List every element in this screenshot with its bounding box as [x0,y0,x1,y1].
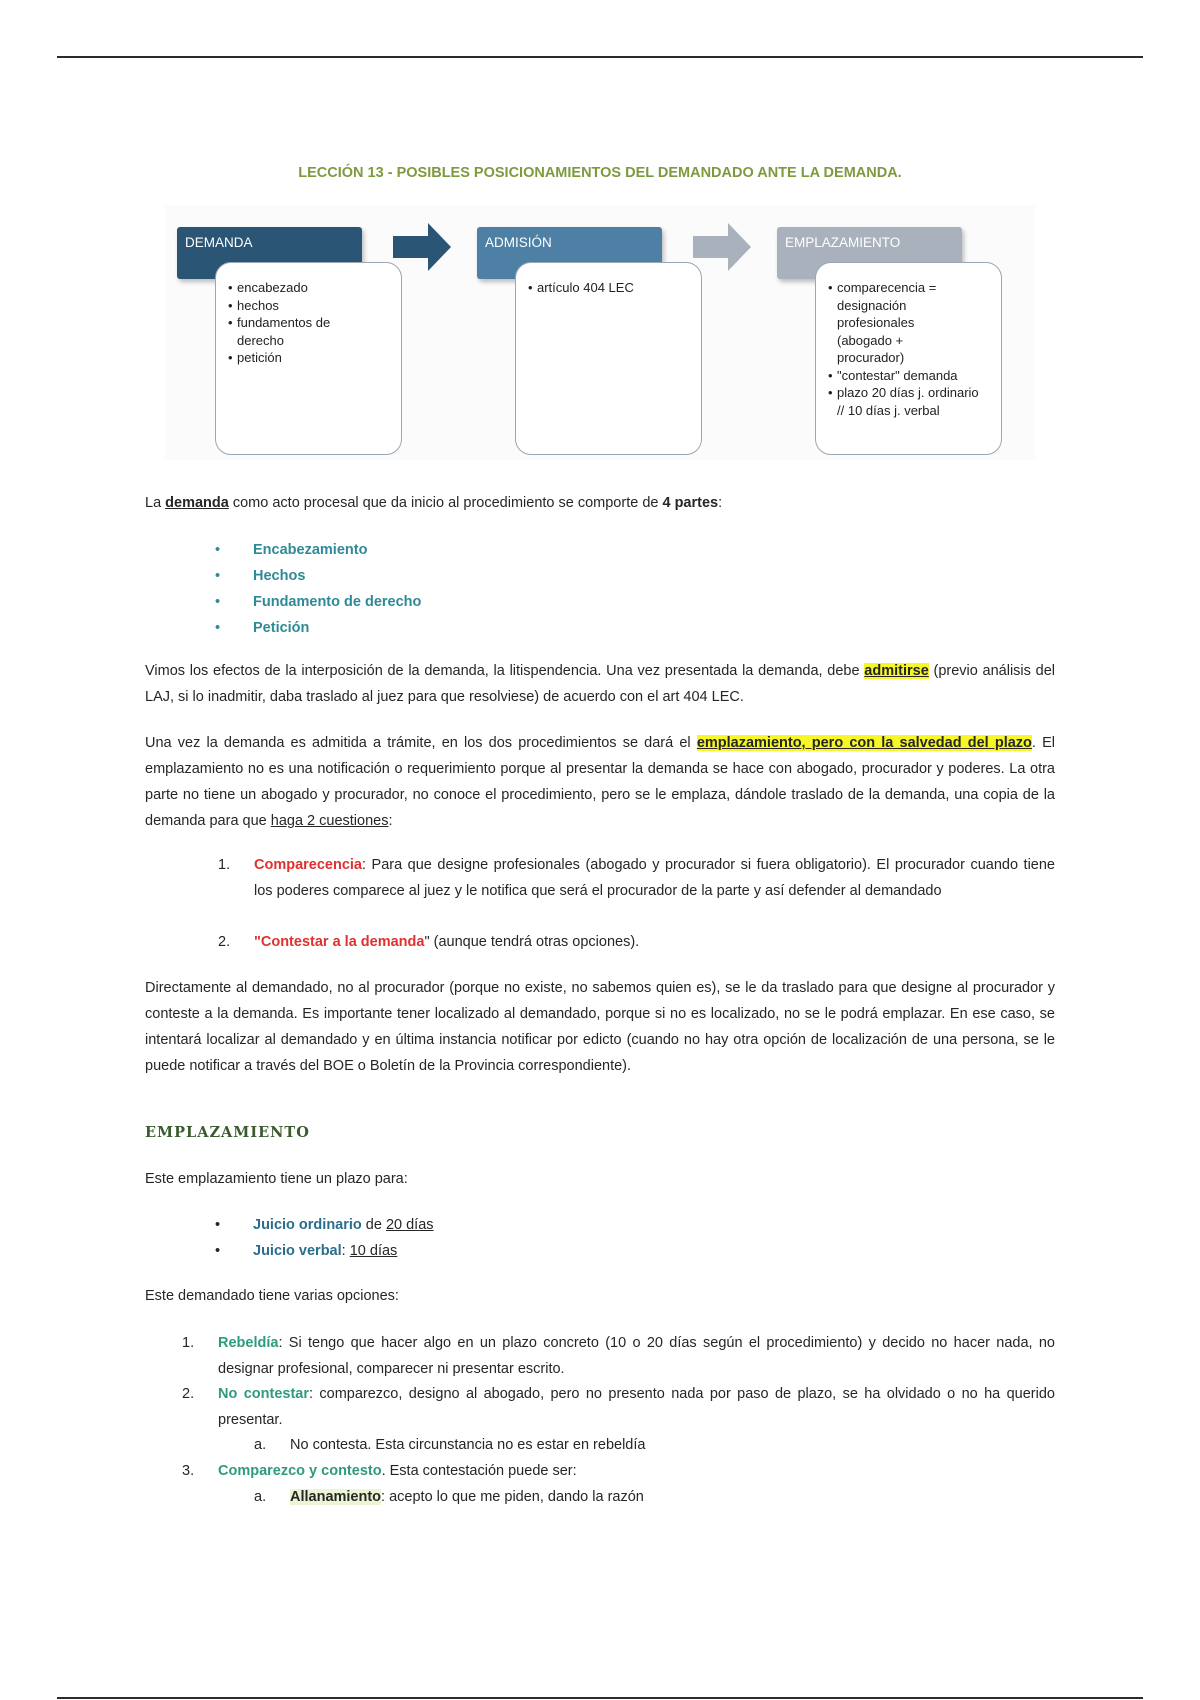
bottom-rule [57,1697,1143,1699]
plazo-intro: Este emplazamiento tiene un plazo para: [145,1171,408,1187]
list-item: • Hechos [215,568,306,584]
stage-item: • plazo 20 días j. ordinario // 10 días j. verbal [828,384,987,419]
stage-emplazamiento [765,227,997,462]
stage-item: • comparecencia = designación profesionales (abogado + procurador) [828,279,947,367]
list-item: • Juicio verbal: 10 días [215,1243,398,1259]
opcion-subitem: a. No contesta. Esta circunstancia no es estar en rebeldía [254,1437,646,1453]
stage-demanda [165,227,397,462]
stage-item: • encabezado [228,279,395,297]
stage-items-box [815,262,1002,455]
opcion-item: 1. Rebeldía: Si tengo que hacer algo en un plazo concreto (10 o 20 días según el procedimiento) y decido no hacer nada, no designar profesional, comparecer ni presentar escrito. [182,1335,1055,1377]
list-item: • Petición [215,620,310,636]
parts-list [215,537,421,641]
stage-header: ADMISIÓN [477,227,662,279]
stage-header: DEMANDA [177,227,362,279]
cuestion-item: 1. Comparecencia: Para que designe profesionales (abogado y procurador si fuera obligatorio). El procurador cuando tiene los poderes comparece al juez y le notifica que será el procurador de la parte y así defender al demandado [218,857,1055,899]
list-item: • Juicio ordinario de 20 días [215,1217,434,1233]
list-item: • Fundamento de derecho [215,594,422,610]
admision-paragraph: Vimos los efectos de la interposición de la demanda, la litispendencia. Una vez presentada la demanda, debe admitirse (previo análisis del LAJ, si lo inadmitir, daba traslado al juez para que resolviese) de acuerdo con el art 404 LEC. [145,663,1055,705]
cuestion-item: 2. "Contestar a la demanda" (aunque tendrá otras opciones). [218,934,640,950]
stage-header: EMPLAZAMIENTO [777,227,962,279]
stage-admision [465,227,697,462]
stage-items-box [215,262,402,455]
stage-item: • fundamentos de derecho [228,314,347,349]
stage-item: • "contestar" demanda [828,367,991,385]
opcion-item: 2. No contestar: comparezco, designo al abogado, pero no presento nada por paso de plazo, se ha olvidado o no ha querido presentar. [182,1386,1055,1428]
plazos-list [215,1212,434,1264]
process-diagram [165,205,1035,460]
opcion-item: 3. Comparezco y contesto. Esta contestación puede ser: [182,1463,577,1479]
arrow-right-icon [693,223,753,271]
demanda-term: demanda [165,495,229,511]
emplazamiento-paragraph: Una vez la demanda es admitida a trámite, en los dos procedimientos se dará el emplazamiento, pero con la salvedad del plazo. El emplazamiento no es una notificación o requerimiento porque al presentar la demanda se hace con abogado, procurador y poderes. La otra parte no tiene un abogado y procurador, no conoce el procedimiento, pero se le emplaza, dándole traslado de la demanda, una copia de la demanda para que haga 2 cuestiones: [145,735,1055,829]
intro-paragraph: La demanda como acto procesal que da inicio al procedimiento se comporte de 4 partes: [145,495,723,511]
stage-item: • artículo 404 LEC [528,279,695,297]
page-title: LECCIÓN 13 - POSIBLES POSICIONAMIENTOS DEL DEMANDADO ANTE LA DEMANDA. [298,165,902,181]
demandado-paragraph: Directamente al demandado, no al procurador (porque no existe, no sabemos quien es), se le da traslado para que designe al procurador y conteste a la demanda. Es importante tener localizado al demandado, porque si no es localizado, no se le podrá emplazar. En ese caso, se intentará localizar al demandado y en última instancia notificar por edicto (cuando no hay otra opción de localización de una persona, se le puede notificar a través del BOE o Boletín de la Provincia correspondiente). [145,980,1055,1074]
stage-item: • petición [228,349,395,367]
opciones-intro: Este demandado tiene varias opciones: [145,1288,399,1304]
section-heading: EMPLAZAMIENTO [145,1124,310,1141]
stage-item: • hechos [228,297,395,315]
opcion-subitem: a. Allanamiento: acepto lo que me piden, dando la razón [254,1489,644,1505]
arrow-right-icon [393,223,453,271]
top-rule [57,56,1143,58]
list-item: • Encabezamiento [215,542,368,558]
stage-items-box [515,262,702,455]
